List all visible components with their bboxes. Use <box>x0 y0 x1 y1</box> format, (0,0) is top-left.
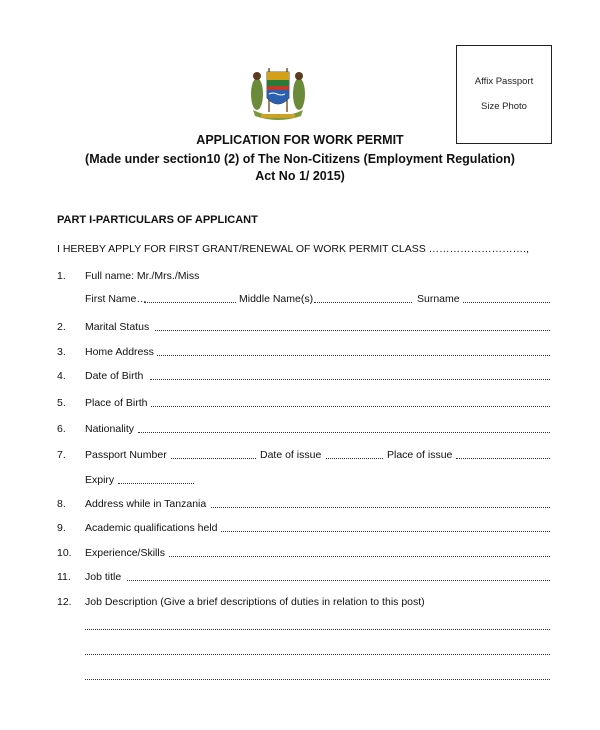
first-name-field[interactable] <box>144 300 236 303</box>
full-name-label: Full name: Mr./Mrs./Miss <box>85 270 200 282</box>
field-number: 3. <box>57 346 66 358</box>
field-number: 1. <box>57 270 66 282</box>
date-of-birth-field[interactable] <box>150 377 550 380</box>
job-description-line[interactable] <box>85 677 550 680</box>
marital-status-field[interactable] <box>155 328 550 331</box>
field-number: 12. <box>57 596 72 608</box>
job-description-line[interactable] <box>85 627 550 630</box>
date-of-birth-label: Date of Birth <box>85 370 144 382</box>
field-number: 2. <box>57 321 66 333</box>
expiry-label: Expiry <box>85 474 115 486</box>
home-address-label: Home Address <box>85 346 154 358</box>
passport-number-field[interactable] <box>171 456 256 459</box>
middle-name-field[interactable] <box>314 300 412 303</box>
coat-of-arms-icon <box>247 62 309 124</box>
middle-name-label: Middle Name(s) <box>239 293 314 305</box>
nationality-label: Nationality <box>85 423 135 435</box>
field-number: 9. <box>57 522 66 534</box>
field-number: 4. <box>57 370 66 382</box>
experience-field[interactable] <box>169 554 550 557</box>
photo-box-line1: Affix Passport <box>474 76 534 87</box>
form-act: Act No 1/ 2015) <box>255 169 345 183</box>
experience-label: Experience/Skills <box>85 547 165 559</box>
tanzania-address-label: Address while in Tanzania <box>85 498 207 510</box>
form-subtitle: (Made under section10 (2) of The Non-Citizens (Employment Regulation) <box>85 152 515 166</box>
date-of-issue-field[interactable] <box>326 456 383 459</box>
field-number: 10. <box>57 547 72 559</box>
declaration-line: I HEREBY APPLY FOR FIRST GRANT/RENEWAL OF WORK PERMIT CLASS ………………………., <box>57 243 529 255</box>
job-description-line[interactable] <box>85 652 550 655</box>
marital-status-label: Marital Status <box>85 321 150 333</box>
passport-number-label: Passport Number <box>85 449 167 461</box>
field-number: 5. <box>57 397 66 409</box>
qualifications-field[interactable] <box>221 529 550 532</box>
field-number: 8. <box>57 498 66 510</box>
form-title: APPLICATION FOR WORK PERMIT <box>196 133 404 147</box>
surname-label: Surname <box>417 293 460 305</box>
surname-field[interactable] <box>463 300 550 303</box>
field-number: 7. <box>57 449 66 461</box>
place-of-issue-field[interactable] <box>456 456 550 459</box>
field-number: 11. <box>57 571 71 583</box>
job-title-field[interactable] <box>127 578 550 581</box>
place-of-birth-field[interactable] <box>151 404 550 407</box>
expiry-field[interactable] <box>118 481 194 484</box>
home-address-field[interactable] <box>157 353 550 356</box>
tanzania-address-field[interactable] <box>211 505 550 508</box>
passport-photo-box <box>456 45 552 144</box>
photo-box-line2: Size Photo <box>481 101 527 112</box>
field-number: 6. <box>57 423 66 435</box>
job-title-label: Job title <box>85 571 122 583</box>
date-of-issue-label: Date of issue <box>260 449 322 461</box>
place-of-birth-label: Place of Birth <box>85 397 148 409</box>
nationality-field[interactable] <box>138 430 550 433</box>
qualifications-label: Academic qualifications held <box>85 522 218 534</box>
place-of-issue-label: Place of issue <box>387 449 453 461</box>
job-description-label: Job Description (Give a brief descriptions of duties in relation to this post) <box>85 596 425 608</box>
first-name-label: First Name… <box>85 293 147 305</box>
section-title: PART I-PARTICULARS OF APPLICANT <box>57 214 258 226</box>
